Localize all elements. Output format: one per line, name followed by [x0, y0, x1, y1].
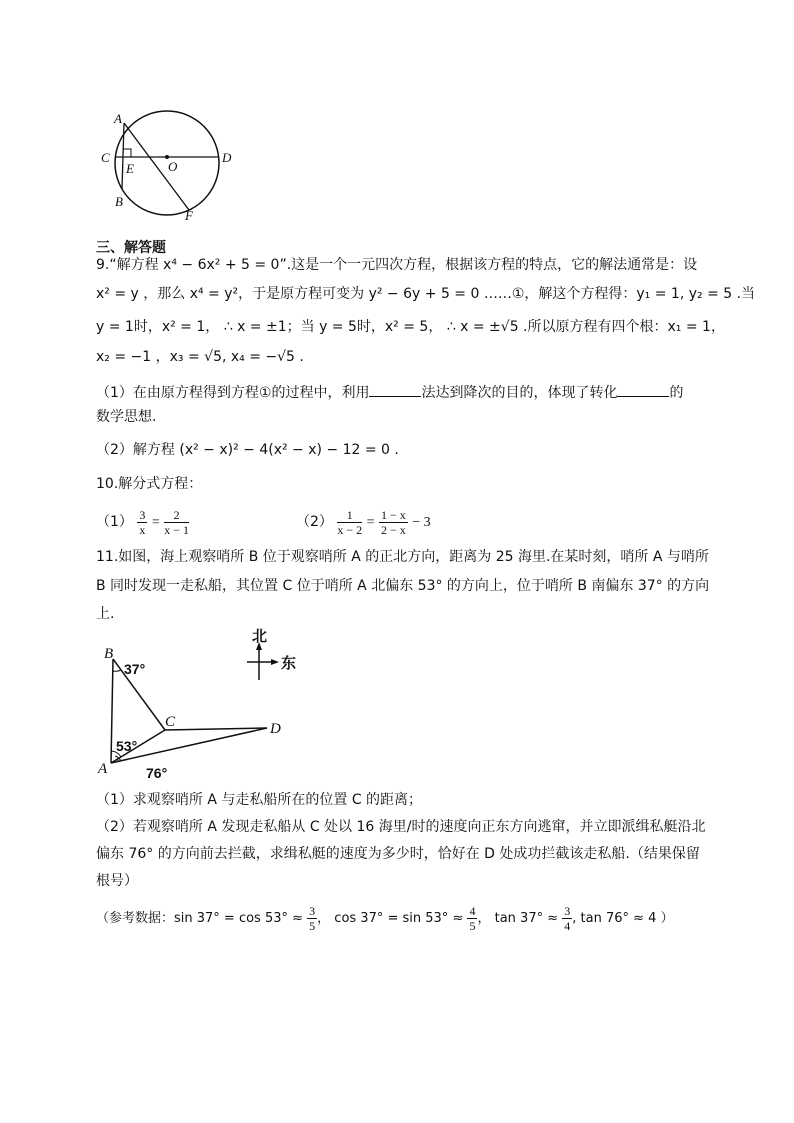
tri-label-a: A [98, 761, 108, 777]
angle-arc-b [113, 670, 121, 671]
q9-part-2: （2）解方程 (x² − x)² − 4(x² − x) − 12 = 0 . [96, 442, 399, 458]
q9-part-1-c: 的 [669, 385, 684, 401]
q11-part-2-line-3: 根号） [96, 873, 138, 889]
angle-label-53: 53° [116, 738, 138, 754]
q10-p2-lhs-num: 1 [337, 508, 362, 523]
q10-p2-rhs-den: 2 − x [380, 522, 406, 537]
ref-f2-num: 4 [469, 904, 476, 918]
q10-p2-rhs-num: 1 − x [380, 507, 406, 522]
q10-p2-lhs-den: x − 2 [337, 522, 363, 537]
q11-line-2: B 同时发现一走私船，其位置 C 位于哨所 A 北偏东 53° 的方向上，位于哨所 B 南偏东 37° 的方向 [96, 578, 710, 594]
ref-prefix: （参考数据：sin 37° = cos 53° ≈ [96, 911, 304, 926]
ref-f2-den: 5 [469, 919, 476, 933]
ref-f1-num: 3 [309, 904, 316, 918]
ref-f3-num: 3 [564, 904, 571, 918]
ref-fraction-2 [467, 904, 477, 933]
q10-p1-lhs-den: x [139, 522, 146, 537]
q9-line-2: x² = y ，那么 x⁴ = y²，于是原方程可变为 y² − 6y + 5 = 0 ……①，解这个方程得：y₁ = 1, y₂ = 5 .当 [96, 286, 756, 302]
segment-cd [165, 728, 267, 730]
q10-p2-eq: = [366, 515, 375, 530]
q9-part-1-cont: 数学思想. [96, 409, 157, 425]
label-b: B [115, 194, 123, 209]
ref-fraction-3 [562, 904, 572, 933]
answer-blank-1[interactable] [369, 382, 421, 397]
q10-part-1 [96, 505, 189, 540]
tri-label-b: B [104, 646, 114, 662]
compass-north-label: 北 [252, 627, 268, 645]
ref-tail: , tan 76° ≈ 4 ） [572, 911, 674, 926]
q10-p1-lhs-num: 3 [139, 507, 146, 522]
label-a: A [114, 111, 122, 126]
east-arrowhead [271, 659, 279, 665]
angle-label-37: 37° [124, 661, 146, 677]
label-o: O [168, 159, 178, 174]
label-f: F [185, 208, 193, 223]
ref-f3-den: 4 [564, 919, 571, 933]
tri-label-d: D [270, 721, 281, 737]
q10-p2-label: （2） [296, 514, 333, 530]
q9-part-1-a: （1）在由原方程得到方程①的过程中，利用 [96, 385, 370, 401]
q10-title: 10.解分式方程： [96, 476, 203, 492]
q10-p1-lhs [137, 508, 147, 537]
answer-blank-2[interactable] [617, 382, 669, 397]
q10-p2-rhs [379, 508, 408, 537]
q9-line-3: y = 1时，x² = 1， ∴ x = ±1；当 y = 5时，x² = 5， ∴ x = ±√5 .所以原方程有四个根：x₁ = 1， [96, 319, 725, 335]
label-d: D [222, 150, 232, 165]
q9-part-1-b: 法达到降次的目的，体现了转化 [421, 385, 618, 401]
q10-p2-lhs [337, 508, 362, 537]
q11-part-2-line-1: （2）若观察哨所 A 发现走私船从 C 处以 16 海里/时的速度向正东方向逃窜，并立即派缉私艇沿北 [96, 819, 706, 835]
angle-label-76: 76° [146, 765, 168, 781]
q11-part-1: （1）求观察哨所 A 与走私船所在的位置 C 的距离； [96, 792, 423, 808]
segment-ab [111, 659, 113, 763]
chord-ab [122, 123, 124, 189]
ref-f1-den: 5 [309, 919, 316, 933]
label-e: E [126, 161, 134, 176]
ref-mid-1: ， cos 37° = sin 53° ≈ [317, 911, 464, 926]
q10-p1-rhs-den: x − 1 [164, 522, 189, 537]
label-c: C [101, 150, 110, 165]
q11-line-3: 上. [96, 606, 115, 622]
compass-east-label: 东 [281, 654, 297, 672]
ref-mid-2: ， tan 37° ≈ [477, 911, 559, 926]
q10-part-2 [296, 505, 431, 540]
q10-p1-label: （1） [96, 514, 133, 530]
q9-line-4: x₂ = −1 ，x₃ = √5, x₄ = −√5 . [96, 349, 304, 365]
compass-arrows [245, 640, 285, 682]
q11-reference-data [96, 902, 674, 936]
q9-line-1: 9.“解方程 x⁴ − 6x² + 5 = 0”.这是一个一元四次方程，根据该方程的特点，它的解法通常是：设 [96, 257, 698, 273]
right-angle-mark [123, 149, 131, 157]
q11-part-2-line-2: 偏东 76° 的方向前去拦截，求缉私艇的速度为多少时，恰好在 D 处成功拦截该走私船.（结果保留 [96, 846, 700, 862]
section-heading: 三、解答题 [96, 240, 166, 256]
ref-fraction-1 [307, 904, 317, 933]
q10-p1-rhs [164, 508, 189, 537]
q10-p1-eq: = [151, 515, 160, 530]
q10-p2-tail: − 3 [412, 515, 431, 530]
q9-part-1 [96, 382, 683, 402]
q11-line-1: 11.如图，海上观察哨所 B 位于观察哨所 A 的正北方向，距离为 25 海里.在某时刻，哨所 A 与哨所 [96, 549, 709, 565]
tri-label-c: C [165, 714, 176, 730]
q10-p1-rhs-num: 2 [164, 508, 189, 523]
